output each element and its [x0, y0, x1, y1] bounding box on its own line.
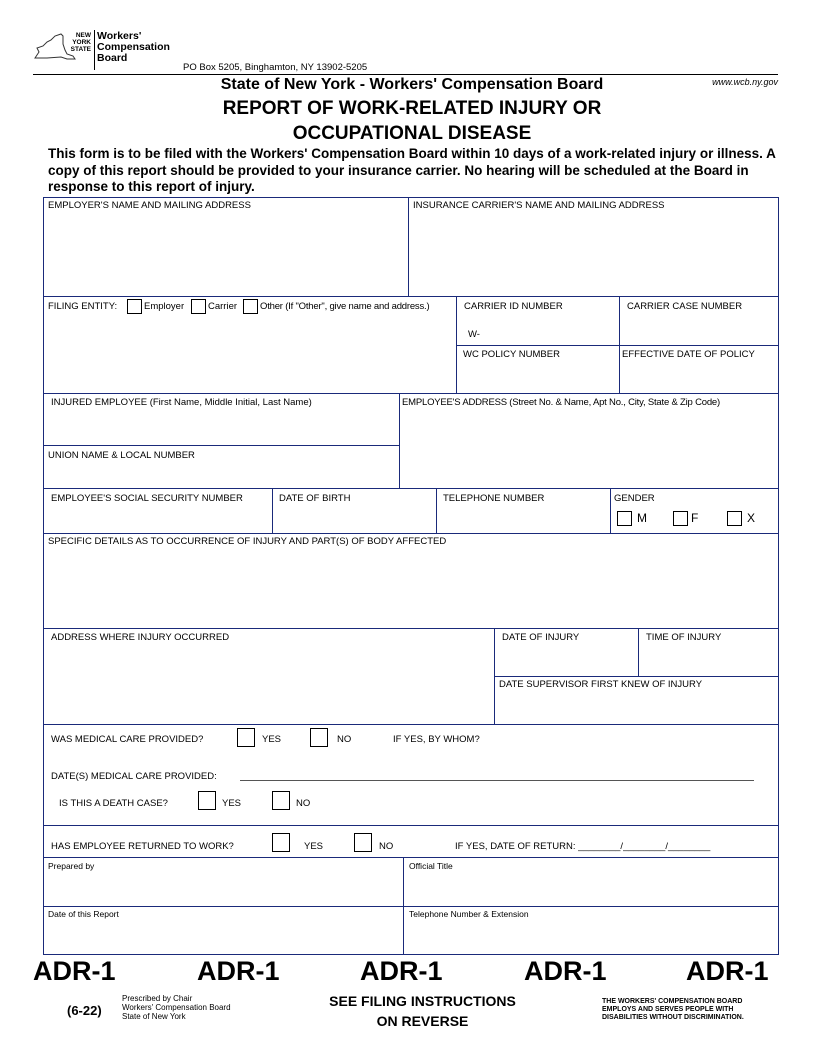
instructions-line2: ON REVERSE — [376, 1013, 469, 1029]
carrier-case-label: CARRIER CASE NUMBER — [627, 301, 743, 312]
employer-option-label: Employer — [144, 301, 185, 312]
death-yes-checkbox[interactable] — [198, 791, 216, 810]
gender-label: GENDER — [614, 493, 655, 504]
carrier-id-prefix: W- — [468, 329, 480, 340]
wcb-logo — [33, 28, 183, 74]
death-no-label: NO — [296, 798, 311, 809]
form-title-line1: REPORT OF WORK-RELATED INJURY OR — [222, 98, 602, 119]
form-id-3: ADR-1 — [360, 956, 443, 986]
employer-name-label: EMPLOYER'S NAME AND MAILING ADDRESS — [48, 200, 251, 211]
gender-m-checkbox[interactable] — [617, 511, 632, 526]
carrier-id-label: CARRIER ID NUMBER — [464, 301, 563, 312]
form-id-5: ADR-1 — [686, 956, 769, 986]
other-checkbox[interactable] — [243, 299, 258, 314]
wc-policy-label: WC POLICY NUMBER — [463, 349, 560, 360]
union-label: UNION NAME & LOCAL NUMBER — [48, 450, 195, 461]
returned-yes-label: YES — [304, 841, 324, 852]
gender-f-checkbox[interactable] — [673, 511, 688, 526]
medical-care-label: WAS MEDICAL CARE PROVIDED? — [51, 734, 204, 745]
prescribed-block — [122, 994, 231, 1021]
gender-f-label: F — [691, 511, 699, 525]
gender-x-label: X — [747, 511, 756, 525]
disclaimer-line: THE WORKERS' COMPENSATION BOARD — [602, 998, 743, 1005]
prescribed-line: Workers' Compensation Board — [122, 1003, 231, 1012]
time-injury-label: TIME OF INJURY — [646, 632, 722, 643]
ssn-label: EMPLOYEE'S SOCIAL SECURITY NUMBER — [51, 493, 243, 504]
filing-entity-label: FILING ENTITY: — [48, 301, 118, 312]
carrier-checkbox[interactable] — [191, 299, 206, 314]
dob-label: DATE OF BIRTH — [279, 493, 351, 504]
logo-state-line: YORK — [72, 39, 91, 46]
returned-label: HAS EMPLOYEE RETURNED TO WORK? — [51, 841, 234, 852]
date-supervisor-label: DATE SUPERVISOR FIRST KNEW OF INJURY — [499, 679, 703, 690]
official-title-label: Official Title — [409, 861, 453, 871]
agency-name: State of New York - Workers' Compensation Board — [220, 76, 604, 93]
injured-employee-label: INJURED EMPLOYEE (First Name, Middle Initial, Last Name) — [51, 397, 312, 408]
by-whom-label: IF YES, BY WHOM? — [393, 734, 480, 745]
returned-yes-checkbox[interactable] — [272, 833, 290, 852]
return-date-label: IF YES, DATE OF RETURN: ________/________/________ — [455, 841, 711, 852]
revision: (6-22) — [67, 1003, 102, 1018]
filing-instructions — [290, 991, 555, 1031]
death-case-label: IS THIS A DEATH CASE? — [59, 798, 168, 809]
form-title — [0, 96, 816, 146]
employee-address-label: EMPLOYEE'S ADDRESS (Street No. & Name, Apt No., City, State & Zip Code) — [402, 397, 720, 408]
report-date-label: Date of this Report — [48, 909, 119, 919]
injury-address-label: ADDRESS WHERE INJURY OCCURRED — [51, 632, 230, 643]
returned-no-checkbox[interactable] — [354, 833, 372, 852]
website: www.wcb.ny.gov — [712, 77, 778, 87]
prescribed-line: Prescribed by Chair — [122, 994, 193, 1003]
medical-no-checkbox[interactable] — [310, 728, 328, 747]
form-id-2: ADR-1 — [197, 956, 280, 986]
instructions-line1: SEE FILING INSTRUCTIONS — [329, 993, 516, 1009]
death-yes-label: YES — [222, 798, 242, 809]
logo-org-line: Workers' — [97, 30, 142, 42]
medical-no-label: NO — [337, 734, 352, 745]
disclaimer — [602, 998, 744, 1022]
disclaimer-line: EMPLOYS AND SERVES PEOPLE WITH — [602, 1006, 734, 1013]
medical-dates-line[interactable] — [240, 780, 754, 781]
date-injury-label: DATE OF INJURY — [502, 632, 580, 643]
board-address: PO Box 5205, Binghamton, NY 13902-5205 — [183, 62, 368, 73]
tel-ext-label: Telephone Number & Extension — [409, 909, 529, 919]
telephone-label: TELEPHONE NUMBER — [443, 493, 545, 504]
prescribed-line: State of New York — [122, 1012, 186, 1021]
death-no-checkbox[interactable] — [272, 791, 290, 810]
employer-checkbox[interactable] — [127, 299, 142, 314]
carrier-name-label: INSURANCE CARRIER'S NAME AND MAILING ADDRESS — [413, 200, 665, 211]
effective-date-label: EFFECTIVE DATE OF POLICY — [622, 349, 755, 360]
form-title-line2: OCCUPATIONAL DISEASE — [292, 123, 532, 144]
returned-no-label: NO — [379, 841, 394, 852]
form-id-4: ADR-1 — [524, 956, 607, 986]
medical-dates-label: DATE(S) MEDICAL CARE PROVIDED: — [51, 771, 217, 782]
logo-state-line: NEW — [75, 32, 91, 39]
carrier-option-label: Carrier — [208, 301, 238, 312]
disclaimer-line: DISABILITIES WITHOUT DISCRIMINATION. — [602, 1014, 744, 1021]
intro-text: This form is to be filed with the Workers' Compensation Board within 10 days of a work-related injury or illness. A copy of this report should be provided to your insurance carrier. No hearing will be scheduled at the Board in response to this report of injury. — [48, 146, 776, 194]
logo-org-line: Compensation — [97, 41, 170, 53]
details-label: SPECIFIC DETAILS AS TO OCCURRENCE OF INJURY AND PART(S) OF BODY AFFECTED — [48, 536, 447, 547]
medical-yes-checkbox[interactable] — [237, 728, 255, 747]
prepared-by-label: Prepared by — [48, 861, 95, 871]
other-option-label: Other (If "Other", give name and address.) — [260, 301, 430, 312]
logo-org-line: Board — [97, 52, 128, 64]
form-id-1: ADR-1 — [33, 956, 116, 986]
header-rule — [33, 74, 778, 75]
logo-state-line: STATE — [70, 46, 91, 53]
medical-yes-label: YES — [262, 734, 282, 745]
gender-x-checkbox[interactable] — [727, 511, 742, 526]
gender-m-label: M — [637, 511, 647, 525]
